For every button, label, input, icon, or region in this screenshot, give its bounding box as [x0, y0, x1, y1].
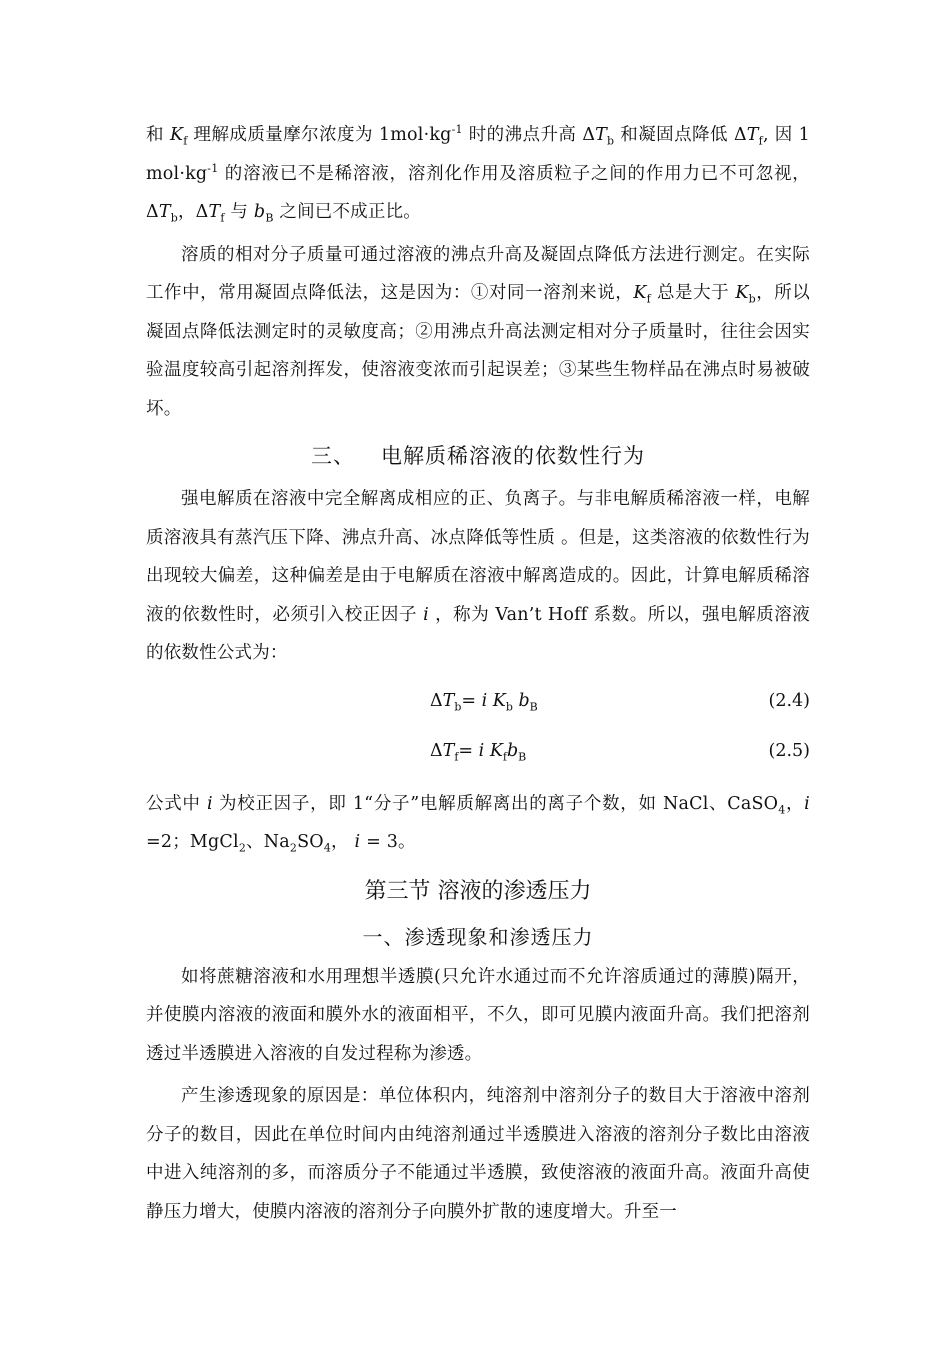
paragraph-correction-factor: 公式中 i 为校正因子，即 1“分子”电解质解离出的离子个数，如 NaCl、CaSO$_4$，i =2；MgCl$_2$、$Na_2SO_4$， i = 3。 [146, 793, 810, 855]
document-page [146, 116, 810, 1231]
equation-2-4 [146, 679, 810, 729]
equation-2-5-formula: $\Delta T_f= i$ $K_fb_B$ [430, 740, 527, 763]
equation-2-5 [146, 729, 810, 779]
equation-2-4-formula: $\Delta T_b= i$ $K_b$ $b_B$ [430, 690, 538, 713]
paragraph-osmosis-cause: 产生渗透现象的原因是：单位体积内，纯溶剂中溶剂分子的数目大于溶液中溶剂分子的数目，因此在单位时间内由纯溶剂通过半透膜进入溶液的溶剂分子数比由溶液中进入纯溶剂的多，而溶质分子不能通过半透膜，致使溶液的液面升高。液面升高使静压力增大，使膜内溶液的溶剂分子向膜外扩散的速度增大。升至一 [146, 1086, 810, 1222]
paragraph-osmosis-definition: 如将蔗糖溶液和水用理想半透膜(只允许水通过而不允许溶质通过的薄膜)隔开，并使膜内溶液的液面和膜外水的液面相平，不久，即可见膜内液面升高。我们把溶剂透过半透膜进入溶液的自发过程称为渗透。 [146, 966, 810, 1064]
chapter-heading-osmotic-pressure: 第三节 溶液的渗透压力 [364, 878, 592, 904]
equation-2-5-number: (2.5) [768, 740, 810, 761]
section-heading-electrolyte: 三、 电解质稀溶液的依数性行为 [311, 444, 645, 468]
subsection-heading-osmosis: 一、渗透现象和渗透压力 [362, 924, 594, 949]
paragraph-strong-electrolyte: 强电解质在溶液中完全解离成相应的正、负离子。与非电解质稀溶液一样，电解质溶液具有蒸汽压下降、沸点升高、冰点降低等性质 。但是，这类溶液的依数性行为出现较大偏差，这种偏差是由于电解质在溶液中解离造成的。因此，计算电解质稀溶液的依数性时，必须引入校正因子 i ，称为 Van’t Hoff 系数。所以，强电解质溶液的依数性公式为： [146, 489, 810, 663]
paragraph-kf-explanation: 和 $K_f$ 理解成质量摩尔浓度为 $1mol\cdot kg^{-1}$ 时的沸点升高 $\Delta T_b$ 和凝固点降低 $\Delta T_f$, 因 1 $mol\cdot kg^{-1}$ 的溶液已不是稀溶液，溶剂化作用及溶质粒子之间的作用力已不可忽视，$\Delta T_b$，$\Delta T_f$ 与 $b_B$ 之间已不成正比。 [146, 123, 810, 225]
equation-2-4-number: (2.4) [768, 690, 810, 711]
paragraph-molar-mass-method: 溶质的相对分子质量可通过溶液的沸点升高及凝固点降低方法进行测定。在实际工作中，常用凝固点降低法，这是因为：①对同一溶剂来说，$K_f$ 总是大于 $K_b$，所以凝固点降低法测定时的灵敏度高；②用沸点升高法测定相对分子质量时，往往会因实验温度较高引起溶剂挥发，使溶液变浓而引起误差；③某些生物样品在沸点时易被破坏。 [146, 244, 810, 419]
